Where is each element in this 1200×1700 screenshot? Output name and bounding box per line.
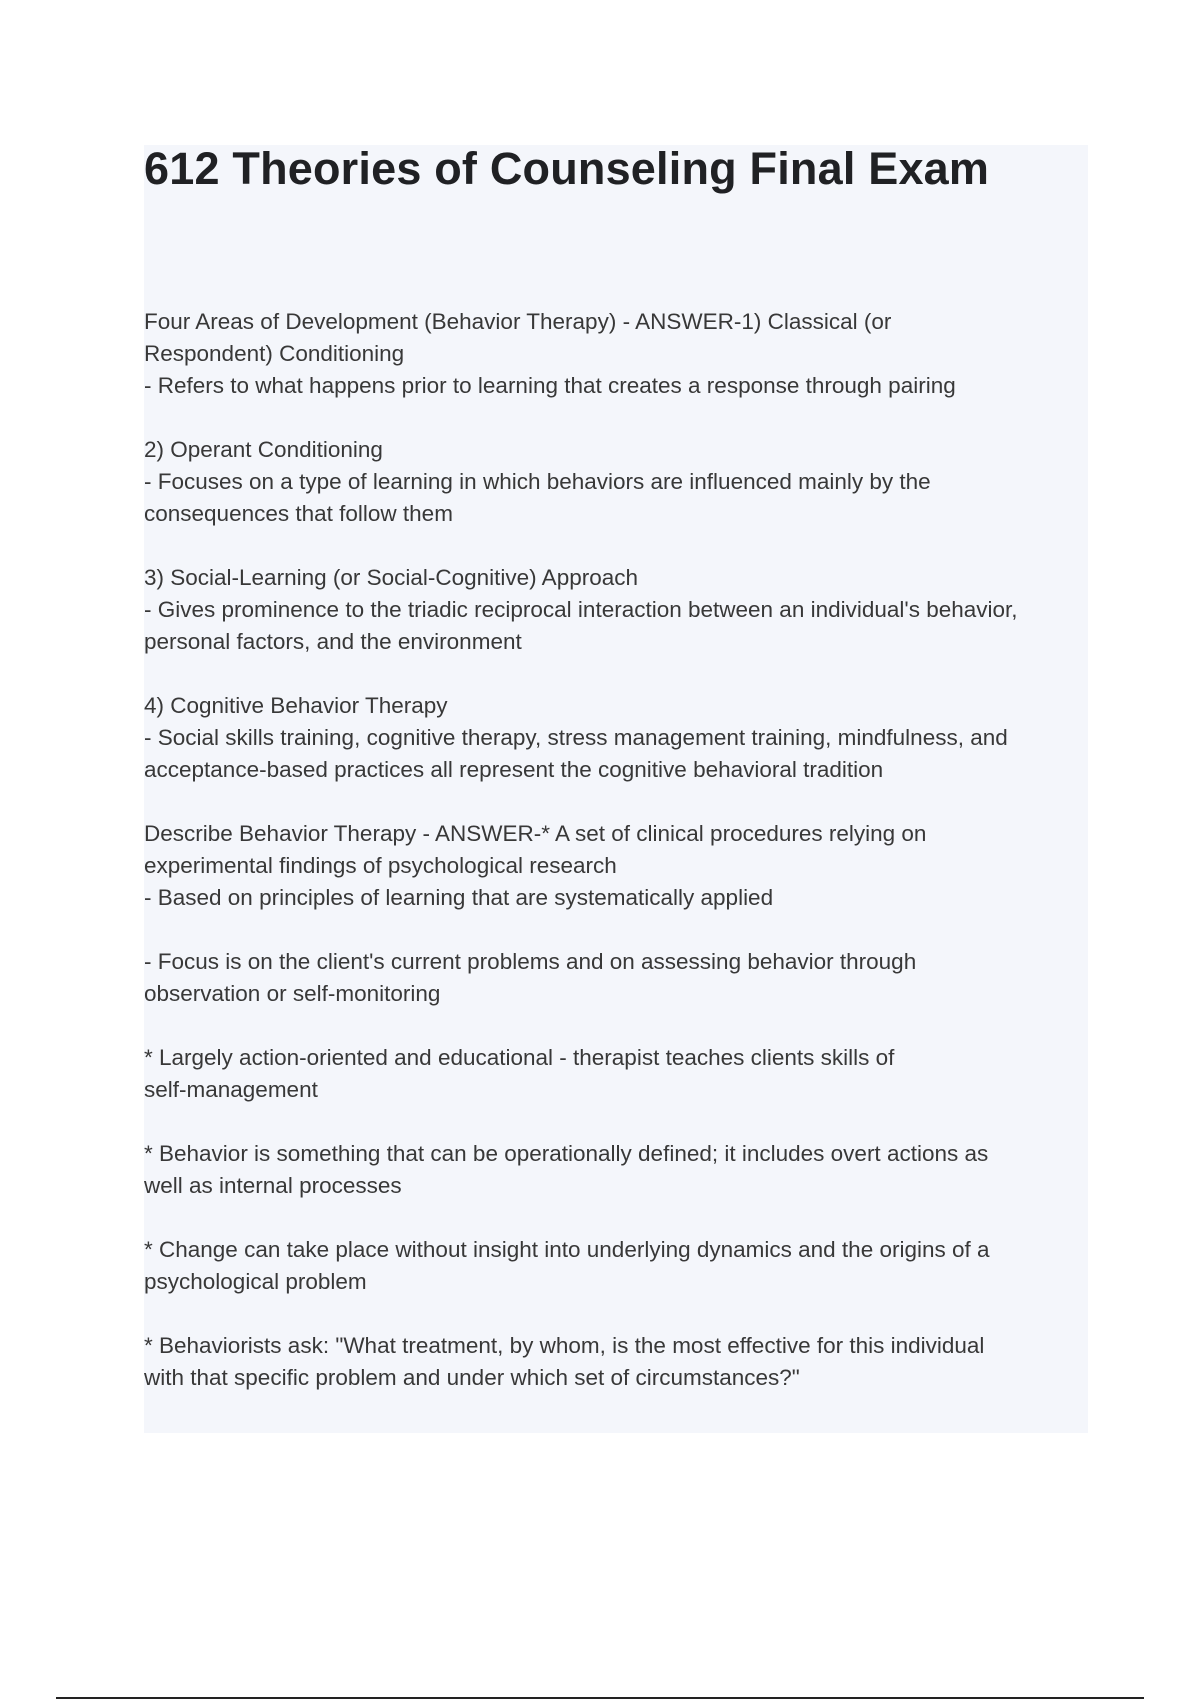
paragraph — [144, 1330, 1088, 1394]
paragraph — [144, 562, 1088, 658]
footer-divider — [56, 1697, 1144, 1699]
text-line: * Largely action-oriented and educational - therapist teaches clients skills of — [144, 1045, 895, 1070]
paragraph — [144, 306, 1088, 402]
text-line: 4) Cognitive Behavior Therapy — [144, 693, 448, 718]
paragraph — [144, 434, 1088, 530]
text-line: with that specific problem and under which set of circumstances?" — [144, 1365, 800, 1390]
text-line: self-management — [144, 1077, 318, 1102]
text-line: well as internal processes — [144, 1173, 402, 1198]
page-title: 612 Theories of Counseling Final Exam — [144, 143, 990, 194]
text-line: * Behaviorists ask: "What treatment, by whom, is the most effective for this individual — [144, 1333, 985, 1358]
paragraph — [144, 1042, 1088, 1106]
text-line: 2) Operant Conditioning — [144, 437, 383, 462]
paragraph — [144, 690, 1088, 786]
text-line: acceptance-based practices all represent the cognitive behavioral tradition — [144, 757, 884, 782]
text-line: * Behavior is something that can be operationally defined; it includes overt actions as — [144, 1141, 989, 1166]
text-line: - Focuses on a type of learning in which behaviors are influenced mainly by the — [144, 469, 931, 494]
paragraph — [144, 1138, 1088, 1202]
paragraph — [144, 818, 1088, 914]
text-line: - Social skills training, cognitive therapy, stress management training, mindfulness, and — [144, 725, 1008, 750]
text-line: experimental findings of psychological research — [144, 853, 617, 878]
text-line: psychological problem — [144, 1269, 367, 1294]
paragraph — [144, 946, 1088, 1010]
text-line: 3) Social-Learning (or Social-Cognitive) Approach — [144, 565, 639, 590]
text-line: - Refers to what happens prior to learning that creates a response through pairing — [144, 373, 956, 398]
text-line: * Change can take place without insight into underlying dynamics and the origins of a — [144, 1237, 990, 1262]
text-line: Respondent) Conditioning — [144, 341, 405, 366]
text-line: Describe Behavior Therapy - ANSWER-* A set of clinical procedures relying on — [144, 821, 927, 846]
text-line: consequences that follow them — [144, 501, 453, 526]
document-body — [144, 306, 1088, 1426]
text-line: Four Areas of Development (Behavior Therapy) - ANSWER-1) Classical (or — [144, 309, 892, 334]
text-line: observation or self-monitoring — [144, 981, 441, 1006]
text-line: - Gives prominence to the triadic reciprocal interaction between an individual's behavior, — [144, 597, 1018, 622]
paragraph — [144, 1234, 1088, 1298]
text-line: - Focus is on the client's current problems and on assessing behavior through — [144, 949, 917, 974]
text-line: personal factors, and the environment — [144, 629, 522, 654]
text-line: - Based on principles of learning that are systematically applied — [144, 885, 774, 910]
